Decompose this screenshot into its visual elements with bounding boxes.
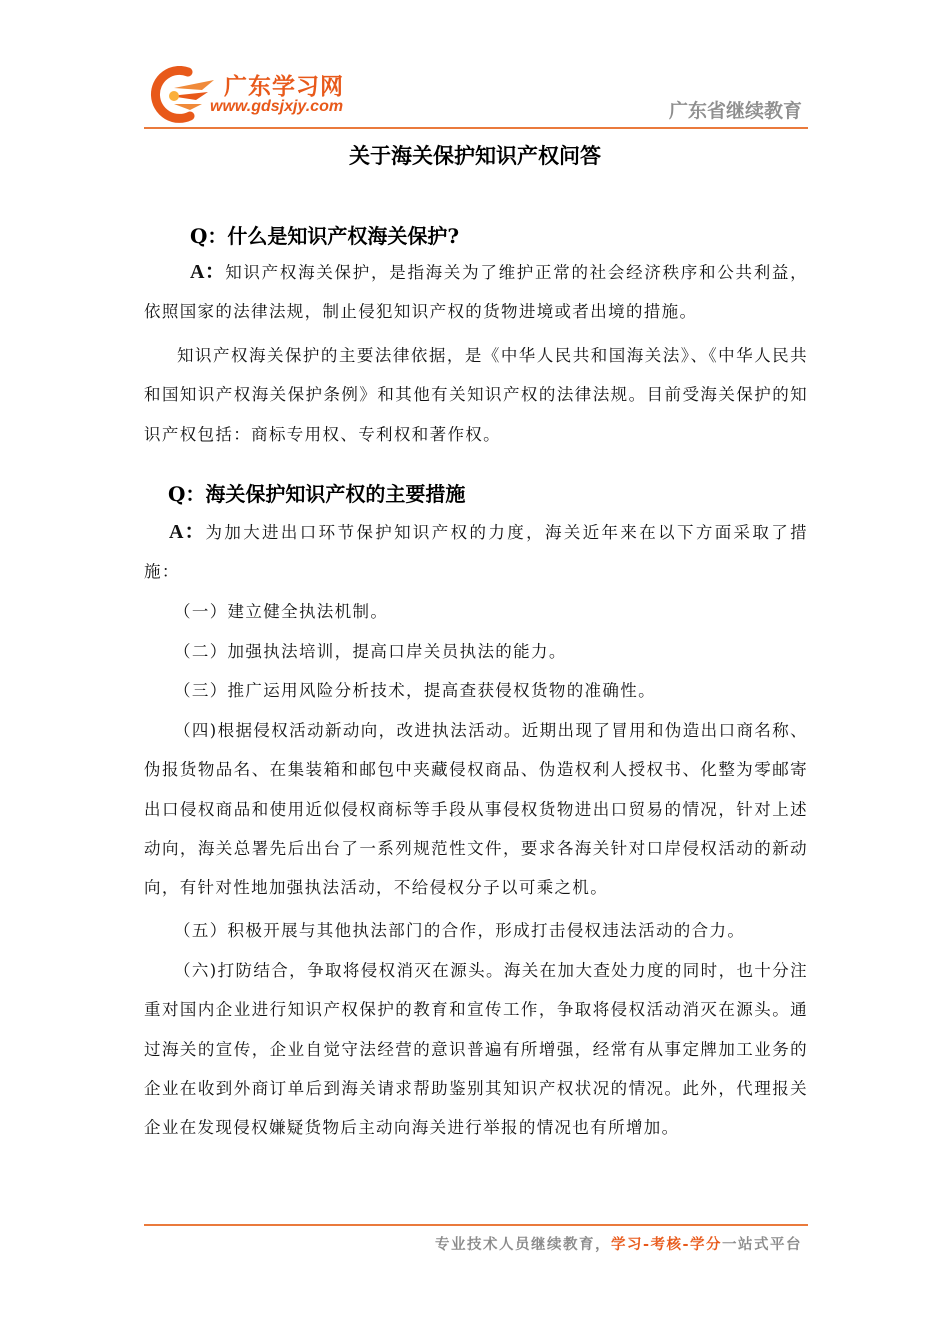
header-brand-text: 广东省继续教育 [668, 100, 802, 122]
answer-2-paragraph [144, 513, 808, 592]
measure-item-3: （三）推广运用风险分析技术，提高查获侵权货物的准确性。 [174, 681, 656, 700]
measure-item-1: （一）建立健全执法机制。 [174, 602, 389, 621]
footer-text: 专业技术人员继续教育， [434, 1237, 611, 1253]
question-2: Q：海关保护知识产权的主要措施 [168, 482, 466, 506]
answer-1-text: 知识产权海关保护，是指海关为了维护正常的社会经济秩序和公共利益，依照国家的法律法规，制止侵犯知识产权的货物进境或者出境的措施。 [144, 263, 808, 322]
logo-title: 广东学习网 [224, 74, 344, 100]
footer-divider [144, 1224, 808, 1226]
answer-label: A： [190, 261, 226, 283]
question-1: Q：什么是知识产权海关保护? [190, 224, 460, 248]
footer-text-end: 一站式平台 [722, 1237, 802, 1253]
document-title: 关于海关保护知识产权问答 [349, 143, 601, 168]
answer-1-paragraph [144, 253, 808, 332]
footer-highlight: 学习-考核-学分 [610, 1237, 722, 1253]
header-divider [144, 127, 808, 129]
measure-item-5: （五）积极开展与其他执法部门的合作，形成打击侵权违法活动的合力。 [174, 921, 746, 940]
measure-item-2: （二）加强执法培训，提高口岸关员执法的能力。 [174, 642, 567, 661]
page-footer [435, 1233, 802, 1254]
page-header [144, 64, 808, 128]
answer-1-paragraph-2: 知识产权海关保护的主要法律依据，是《中华人民共和国海关法》、《中华人民共和国知识产权海关保护条例》和其他有关知识产权的法律法规。目前受海关保护的知识产权包括：商标专用权、专利权和著作权。 [144, 346, 808, 444]
measure-item-4: （四)根据侵权活动新动向，改进执法活动。近期出现了冒用和伪造出口商名称、伪报货物品名、在集装箱和邮包中夹藏侵权商品、伪造权利人授权书、化整为零邮寄出口侵权商品和使用近似侵权商标等手段从事侵权货物进出口贸易的情况，针对上述动向，海关总署先后出台了一系列规范性文件，要求各海关针对口岸侵权活动的新动向，有针对性地加强执法活动，不给侵权分子以可乘之机。 [144, 721, 808, 898]
measure-item-6: （六)打防结合，争取将侵权消灭在源头。海关在加大查处力度的同时，也十分注重对国内企业进行知识产权保护的教育和宣传工作，争取将侵权活动消灭在源头。通过海关的宣传，企业自觉守法经营的意识普遍有所增强，经常有从事定牌加工业务的企业在收到外商订单后到海关请求帮助鉴别其知识产权状况的情况。此外，代理报关企业在发现侵权嫌疑货物后主动向海关进行举报的情况也有所增加。 [144, 961, 808, 1138]
answer-label: A： [169, 521, 206, 543]
logo-url: www.gdsjxjy.com [210, 98, 344, 115]
answer-2-text: 为加大进出口环节保护知识产权的力度，海关近年来在以下方面采取了措施： [144, 523, 808, 582]
